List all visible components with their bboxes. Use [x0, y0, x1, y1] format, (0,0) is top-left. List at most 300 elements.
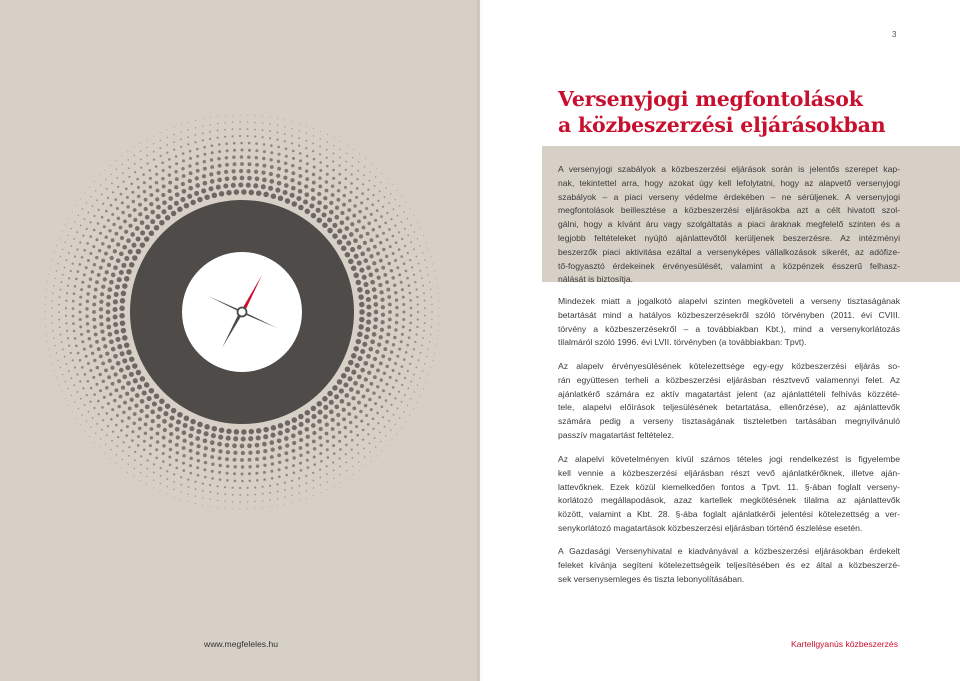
halo-dot — [241, 189, 247, 195]
halo-dot — [189, 449, 193, 453]
halo-dot — [68, 218, 69, 219]
halo-dot — [119, 270, 124, 275]
footer-url[interactable]: www.megfeleles.hu — [204, 639, 279, 649]
halo-dot — [255, 457, 259, 461]
halo-dot — [107, 263, 111, 267]
halo-dot — [106, 310, 111, 315]
halo-dot — [175, 192, 180, 197]
halo-dot — [275, 188, 280, 193]
halo-dot — [203, 453, 207, 457]
halo-dot — [146, 147, 147, 148]
halo-dot — [189, 426, 194, 431]
halo-dot — [110, 418, 113, 421]
halo-dot — [95, 280, 99, 284]
halo-dot — [86, 421, 87, 422]
halo-dot — [116, 169, 117, 170]
halo-dot — [262, 178, 267, 183]
halo-dot — [231, 183, 236, 188]
halo-dot — [396, 266, 399, 269]
halo-dot — [93, 295, 97, 299]
halo-dot — [128, 224, 132, 228]
halo-dot — [360, 368, 365, 373]
halo-dot — [312, 143, 314, 145]
halo-dot — [313, 128, 314, 129]
halo-dot — [396, 433, 397, 434]
halo-dot — [394, 328, 397, 331]
halo-dot — [121, 385, 125, 389]
halo-dot — [306, 498, 307, 499]
halo-dot — [101, 194, 103, 196]
halo-dot — [271, 477, 274, 480]
halo-dot — [431, 256, 432, 257]
halo-dot — [116, 242, 120, 246]
halo-dot — [326, 440, 329, 443]
halo-dot — [307, 466, 310, 469]
halo-dot — [363, 282, 368, 287]
halo-dot — [337, 189, 340, 192]
halo-dot — [364, 456, 365, 457]
halo-dot — [154, 225, 160, 231]
halo-dot — [104, 368, 108, 372]
halo-dot — [87, 380, 90, 383]
halo-dot — [160, 467, 162, 469]
halo-dot — [379, 432, 381, 434]
halo-dot — [125, 365, 130, 370]
halo-dot — [92, 376, 95, 379]
halo-dot — [58, 304, 60, 306]
halo-dot — [93, 215, 95, 217]
page-title — [558, 86, 885, 138]
halo-dot — [347, 412, 351, 416]
halo-dot — [262, 136, 264, 138]
halo-dot — [81, 340, 84, 343]
halo-dot — [277, 438, 282, 443]
halo-dot — [240, 472, 243, 475]
halo-dot — [271, 425, 277, 431]
halo-dot — [370, 280, 375, 285]
halo-dot — [99, 447, 100, 448]
halo-dot — [210, 124, 211, 125]
halo-dot — [86, 394, 88, 396]
halo-dot — [377, 275, 381, 279]
halo-dot — [85, 307, 88, 310]
halo-dot — [233, 142, 236, 145]
halo-dot — [139, 409, 143, 413]
halo-dot — [402, 310, 405, 313]
halo-dot — [54, 252, 55, 253]
halo-dot — [388, 420, 390, 422]
halo-dot — [365, 414, 368, 417]
halo-dot — [409, 259, 411, 261]
halo-dot — [146, 155, 148, 157]
halo-dot — [184, 203, 190, 209]
halo-dot — [297, 181, 301, 185]
halo-dot — [72, 211, 73, 212]
halo-dot — [239, 169, 243, 173]
halo-dot — [78, 310, 81, 313]
halo-dot — [87, 362, 90, 365]
halo-dot — [341, 246, 347, 252]
halo-dot — [388, 318, 392, 322]
halo-dot — [352, 457, 354, 459]
halo-dot — [395, 321, 398, 324]
halo-dot — [46, 334, 47, 335]
halo-dot — [111, 440, 113, 442]
halo-dot — [99, 266, 103, 270]
halo-dot — [130, 182, 133, 185]
halo-dot — [323, 414, 328, 419]
halo-dot — [407, 370, 409, 372]
halo-dot — [337, 228, 342, 233]
halo-dot — [182, 454, 185, 457]
halo-dot — [189, 472, 192, 475]
halo-dot — [313, 455, 316, 458]
halo-dot — [371, 203, 374, 206]
halo-dot — [176, 451, 179, 454]
halo-dot — [353, 204, 356, 207]
halo-dot — [122, 374, 127, 379]
halo-dot — [397, 190, 398, 191]
halo-dot — [374, 437, 376, 439]
halo-dot — [370, 452, 371, 453]
halo-dot — [173, 496, 174, 497]
halo-dot — [226, 429, 232, 435]
halo-dot — [388, 393, 391, 396]
halo-dot — [115, 284, 120, 289]
halo-dot — [110, 204, 113, 207]
halo-dot — [411, 356, 413, 358]
halo-dot — [340, 220, 345, 225]
halo-dot — [407, 252, 409, 254]
halo-dot — [336, 422, 340, 426]
halo-dot — [52, 293, 53, 294]
halo-dot — [358, 210, 361, 213]
halo-dot — [189, 157, 192, 160]
halo-dot — [305, 147, 307, 149]
halo-dot — [285, 474, 288, 477]
halo-dot — [195, 127, 196, 128]
halo-dot — [226, 436, 231, 441]
halo-dot — [379, 290, 383, 294]
halo-dot — [366, 312, 371, 317]
halo-dot — [416, 367, 418, 369]
halo-dot — [224, 122, 225, 123]
halo-dot — [255, 156, 258, 159]
halo-dot — [263, 192, 269, 198]
halo-dot — [405, 421, 406, 422]
halo-dot — [67, 337, 69, 339]
halo-dot — [263, 464, 266, 467]
halo-dot — [74, 366, 76, 368]
halo-dot — [189, 171, 193, 175]
halo-dot — [51, 363, 52, 364]
halo-dot — [313, 463, 316, 466]
halo-dot — [261, 170, 265, 174]
halo-dot — [86, 202, 87, 203]
halo-dot — [218, 164, 222, 168]
halo-dot — [369, 254, 373, 258]
halo-dot — [144, 198, 148, 202]
halo-dot — [277, 453, 281, 457]
halo-dot — [107, 425, 109, 427]
halo-dot — [119, 313, 125, 319]
halo-dot — [209, 138, 211, 140]
halo-dot — [86, 322, 89, 325]
halo-dot — [160, 491, 161, 492]
halo-dot — [133, 218, 137, 222]
halo-dot — [52, 300, 53, 301]
halo-dot — [241, 480, 244, 483]
halo-dot — [106, 435, 108, 437]
halo-dot — [143, 190, 146, 193]
halo-dot — [334, 137, 335, 138]
halo-dot — [373, 325, 378, 330]
halo-dot — [204, 424, 210, 430]
halo-dot — [45, 326, 46, 327]
halo-dot — [321, 212, 326, 217]
halo-dot — [219, 191, 225, 197]
halo-dot — [248, 436, 253, 441]
halo-dot — [90, 427, 91, 428]
halo-dot — [52, 323, 53, 324]
halo-dot — [423, 388, 424, 389]
halo-dot — [211, 433, 216, 438]
halo-dot — [369, 442, 371, 444]
halo-dot — [136, 249, 142, 255]
halo-dot — [357, 287, 363, 293]
halo-dot — [438, 323, 439, 324]
halo-dot — [73, 238, 75, 240]
halo-dot — [138, 417, 142, 421]
halo-dot — [68, 370, 70, 372]
halo-dot — [374, 219, 377, 222]
halo-dot — [381, 405, 384, 408]
halo-dot — [369, 238, 373, 242]
halo-dot — [372, 391, 375, 394]
halo-dot — [132, 200, 135, 203]
halo-dot — [89, 401, 91, 403]
halo-dot — [390, 430, 391, 431]
halo-dot — [140, 143, 141, 144]
halo-dot — [248, 149, 251, 152]
halo-dot — [407, 388, 409, 390]
halo-dot — [93, 359, 96, 362]
halo-dot — [195, 488, 197, 490]
halo-dot — [326, 481, 327, 482]
halo-dot — [134, 459, 136, 461]
halo-dot — [343, 382, 348, 387]
halo-dot — [409, 208, 410, 209]
halo-dot — [166, 137, 167, 138]
halo-dot — [247, 128, 249, 130]
halo-dot — [353, 273, 359, 279]
halo-dot — [353, 381, 358, 386]
halo-dot — [82, 235, 84, 237]
halo-dot — [54, 345, 55, 346]
halo-dot — [256, 435, 261, 440]
halo-dot — [319, 477, 321, 479]
halo-dot — [438, 300, 439, 301]
halo-dot — [410, 381, 412, 383]
halo-dot — [70, 352, 72, 354]
halo-dot — [284, 436, 289, 441]
halo-dot — [387, 262, 390, 265]
halo-dot — [83, 348, 86, 351]
halo-dot — [291, 128, 292, 129]
halo-dot — [352, 406, 356, 410]
halo-dot — [319, 153, 321, 155]
halo-dot — [380, 215, 383, 218]
halo-dot — [111, 347, 116, 352]
halo-dot — [333, 470, 335, 472]
halo-dot — [392, 369, 395, 372]
halo-dot — [298, 477, 300, 479]
halo-dot — [188, 122, 189, 123]
halo-dot — [362, 183, 364, 185]
halo-dot — [382, 389, 385, 392]
halo-dot — [77, 352, 80, 355]
halo-dot — [372, 417, 375, 420]
halo-dot — [166, 494, 167, 495]
halo-dot — [240, 115, 241, 116]
halo-dot — [298, 430, 303, 435]
halo-dot — [305, 443, 309, 447]
halo-dot — [124, 230, 128, 234]
halo-dot — [232, 508, 233, 509]
halo-dot — [46, 289, 47, 290]
halo-dot — [276, 483, 278, 485]
halo-dot — [247, 508, 248, 509]
halo-dot — [372, 194, 374, 196]
halo-dot — [327, 134, 328, 135]
halo-dot — [134, 451, 136, 453]
halo-dot — [388, 228, 391, 231]
halo-dot — [373, 317, 378, 322]
halo-dot — [137, 384, 142, 389]
halo-dot — [173, 149, 175, 151]
halo-dot — [128, 176, 130, 178]
halo-dot — [353, 238, 358, 243]
halo-dot — [176, 435, 180, 439]
halo-dot — [126, 238, 131, 243]
halo-dot — [166, 478, 168, 480]
halo-dot — [346, 478, 347, 479]
halo-dot — [247, 494, 249, 496]
halo-dot — [403, 262, 406, 265]
paragraph-line: tő-fogyasztó érdekeinek érvényesülését, valamint a közpénzek ésszerű felhasz- — [558, 260, 900, 271]
halo-dot — [377, 342, 381, 346]
halo-dot — [278, 475, 281, 478]
halo-dot — [292, 464, 295, 467]
halo-dot — [431, 319, 432, 320]
halo-dot — [395, 298, 398, 301]
halo-dot — [395, 306, 398, 309]
halo-dot — [58, 263, 59, 264]
halo-dot — [168, 173, 171, 176]
halo-dot — [408, 336, 411, 339]
halo-dot — [406, 277, 409, 280]
halo-dot — [167, 129, 168, 130]
halo-dot — [115, 337, 120, 342]
halo-dot — [285, 443, 289, 447]
halo-dot — [93, 393, 96, 396]
halo-dot — [84, 404, 86, 406]
halo-dot — [299, 485, 301, 487]
halo-dot — [284, 451, 288, 455]
halo-dot — [89, 221, 91, 223]
halo-dot — [181, 182, 185, 186]
halo-dot — [385, 383, 388, 386]
halo-dot — [95, 383, 98, 386]
halo-dot — [175, 459, 178, 462]
halo-dot — [247, 501, 248, 502]
halo-dot — [262, 157, 265, 160]
halo-dot — [135, 393, 140, 398]
halo-dot — [225, 457, 229, 461]
halo-dot — [81, 366, 84, 369]
halo-dot — [226, 450, 230, 454]
halo-dot — [313, 158, 316, 161]
halo-dot — [367, 222, 370, 225]
halo-dot — [47, 281, 48, 282]
halo-dot — [285, 147, 288, 150]
halo-dot — [144, 236, 150, 242]
halo-dot — [320, 484, 321, 485]
halo-dot — [299, 130, 300, 131]
halo-dot — [298, 145, 300, 147]
halo-dot — [402, 303, 405, 306]
halo-dot — [121, 211, 124, 214]
halo-dot — [241, 436, 246, 441]
halo-dot — [313, 447, 316, 450]
halo-dot — [407, 235, 409, 237]
halo-dot — [417, 303, 419, 305]
halo-dot — [405, 351, 408, 354]
halo-dot — [381, 313, 385, 317]
paragraph-line: tilalmáról szóló 1996. évi LVII. törvényben (a továbbiakban: Tpvt). — [558, 337, 807, 348]
halo-dot — [102, 419, 104, 421]
halo-dot — [181, 124, 182, 125]
halo-dot — [166, 470, 168, 472]
halo-dot — [270, 470, 273, 473]
halo-dot — [436, 278, 437, 279]
halo-dot — [110, 256, 114, 260]
halo-dot — [357, 374, 362, 379]
halo-dot — [344, 226, 349, 231]
halo-dot — [174, 127, 175, 128]
halo-dot — [390, 269, 393, 272]
halo-dot — [366, 388, 370, 392]
halo-dot — [167, 189, 171, 193]
halo-dot — [196, 148, 199, 151]
halo-dot — [62, 349, 64, 351]
halo-dot — [74, 401, 75, 402]
halo-dot — [269, 123, 270, 124]
halo-dot — [417, 221, 418, 222]
halo-dot — [332, 177, 335, 180]
halo-dot — [68, 405, 69, 406]
halo-dot — [165, 215, 171, 221]
halo-dot — [122, 358, 127, 363]
halo-dot — [413, 348, 415, 350]
halo-dot — [269, 507, 270, 508]
paragraph-line: sek versenysemleges és tiszta lebonyolításában. — [558, 573, 745, 584]
halo-dot — [61, 341, 63, 343]
halo-dot — [203, 118, 204, 119]
halo-dot — [187, 479, 189, 481]
halo-dot — [218, 464, 221, 467]
halo-dot — [117, 277, 122, 282]
